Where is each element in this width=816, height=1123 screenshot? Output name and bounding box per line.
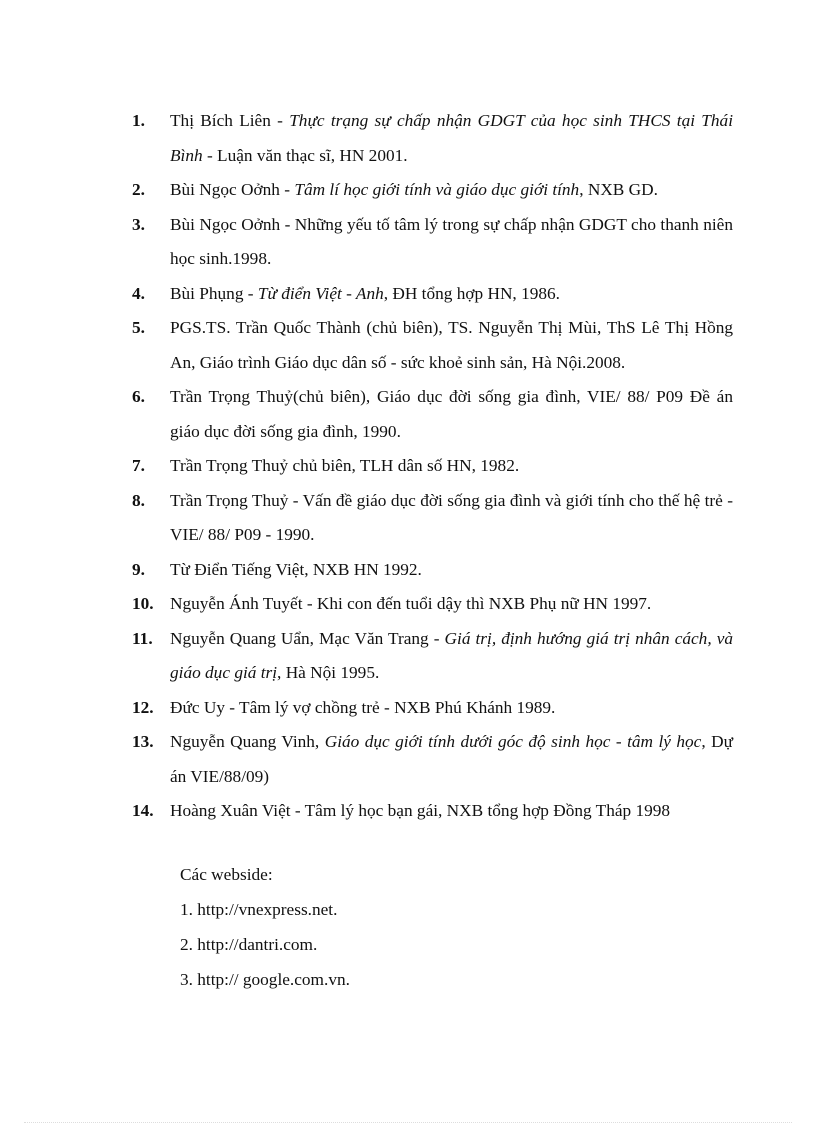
- reference-text: Thị Bích Liên - Thực trạng sự chấp nhận GDGT của học sinh THCS tại Thái Bình - Luận văn thạc sĩ, HN 2001.: [170, 111, 733, 165]
- reference-number: 3.: [132, 214, 145, 234]
- reference-text: Nguyễn Quang Vinh, Giáo dục giới tính dưới góc độ sinh học - tâm lý học, Dự án VIE/88/09): [170, 732, 733, 786]
- reference-number: 12.: [132, 697, 154, 717]
- reference-text: Nguyễn Quang Uẩn, Mạc Văn Trang - Giá trị, định hướng giá trị nhân cách, và giáo dục giá trị, Hà Nội 1995.: [170, 628, 734, 682]
- reference-number: 2.: [132, 180, 145, 199]
- reference-item: [0, 104, 733, 173]
- website-heading: Các webside:: [180, 865, 273, 884]
- reference-text: Từ Điển Tiếng Việt, NXB HN 1992.: [170, 559, 422, 579]
- reference-item: [0, 208, 733, 277]
- reference-list: [0, 104, 816, 829]
- reference-text: Nguyễn Ánh Tuyết - Khi con đến tuổi dậy thì NXB Phụ nữ HN 1997.: [170, 594, 652, 613]
- reference-item: [0, 484, 733, 553]
- reference-number: 10.: [132, 594, 154, 613]
- reference-number: 9.: [132, 559, 145, 579]
- reference-text: Bùi Ngọc Oởnh - Những yếu tố tâm lý trong sự chấp nhận GDGT cho thanh niên học sinh.1998.: [170, 214, 733, 268]
- reference-text: Đức Uy - Tâm lý vợ chồng trẻ - NXB Phú Khánh 1989.: [170, 697, 556, 717]
- reference-number: 5.: [132, 318, 145, 337]
- reference-text: Trần Trọng Thuỷ - Vấn đề giáo dục đời sống gia đình và giới tính cho thế hệ trẻ - VIE/ 88/ P09 - 1990.: [170, 490, 733, 544]
- reference-item: [0, 622, 733, 691]
- reference-number: 6.: [132, 387, 145, 406]
- reference-item: [0, 449, 733, 484]
- reference-number: 13.: [132, 732, 154, 751]
- reference-number: 14.: [132, 801, 154, 820]
- website-section: [180, 857, 350, 997]
- reference-item: [0, 794, 733, 829]
- reference-item: [0, 587, 733, 622]
- reference-item: [0, 691, 733, 726]
- reference-item: [0, 725, 733, 794]
- reference-number: 4.: [132, 283, 145, 303]
- website-link: 1. http://vnexpress.net.: [180, 900, 338, 919]
- reference-text: Bùi Phụng - Từ điển Việt - Anh, ĐH tổng hợp HN, 1986.: [170, 283, 560, 303]
- reference-item: [0, 380, 733, 449]
- website-link: 2. http://dantri.com.: [180, 935, 318, 954]
- reference-item: [0, 173, 733, 208]
- website-link: 3. http:// google.com.vn.: [180, 970, 350, 989]
- reference-text: Bùi Ngọc Oởnh - Tâm lí học giới tính và giáo dục giới tính, NXB GD.: [170, 180, 658, 199]
- reference-text: Trần Trọng Thuỷ(chủ biên), Giáo dục đời sống gia đình, VIE/ 88/ P09 Đề án giáo dục đời sống gia đình, 1990.: [170, 387, 733, 441]
- reference-number: 8.: [132, 490, 145, 510]
- reference-item: [0, 311, 733, 380]
- reference-number: 1.: [132, 111, 145, 130]
- reference-number: 11.: [132, 628, 153, 648]
- reference-number: 7.: [132, 456, 145, 475]
- reference-text: Hoàng Xuân Việt - Tâm lý học bạn gái, NXB tổng hợp Đồng Tháp 1998: [170, 801, 671, 820]
- reference-item: [0, 277, 733, 312]
- reference-item: [0, 553, 733, 588]
- reference-text: Trần Trọng Thuỷ chủ biên, TLH dân số HN, 1982.: [170, 456, 520, 475]
- reference-text: PGS.TS. Trần Quốc Thành (chủ biên), TS. Nguyễn Thị Mùi, ThS Lê Thị Hồng An, Giáo trình Giáo dục dân số - sức khoẻ sinh sản, Hà Nội.2008.: [170, 318, 733, 372]
